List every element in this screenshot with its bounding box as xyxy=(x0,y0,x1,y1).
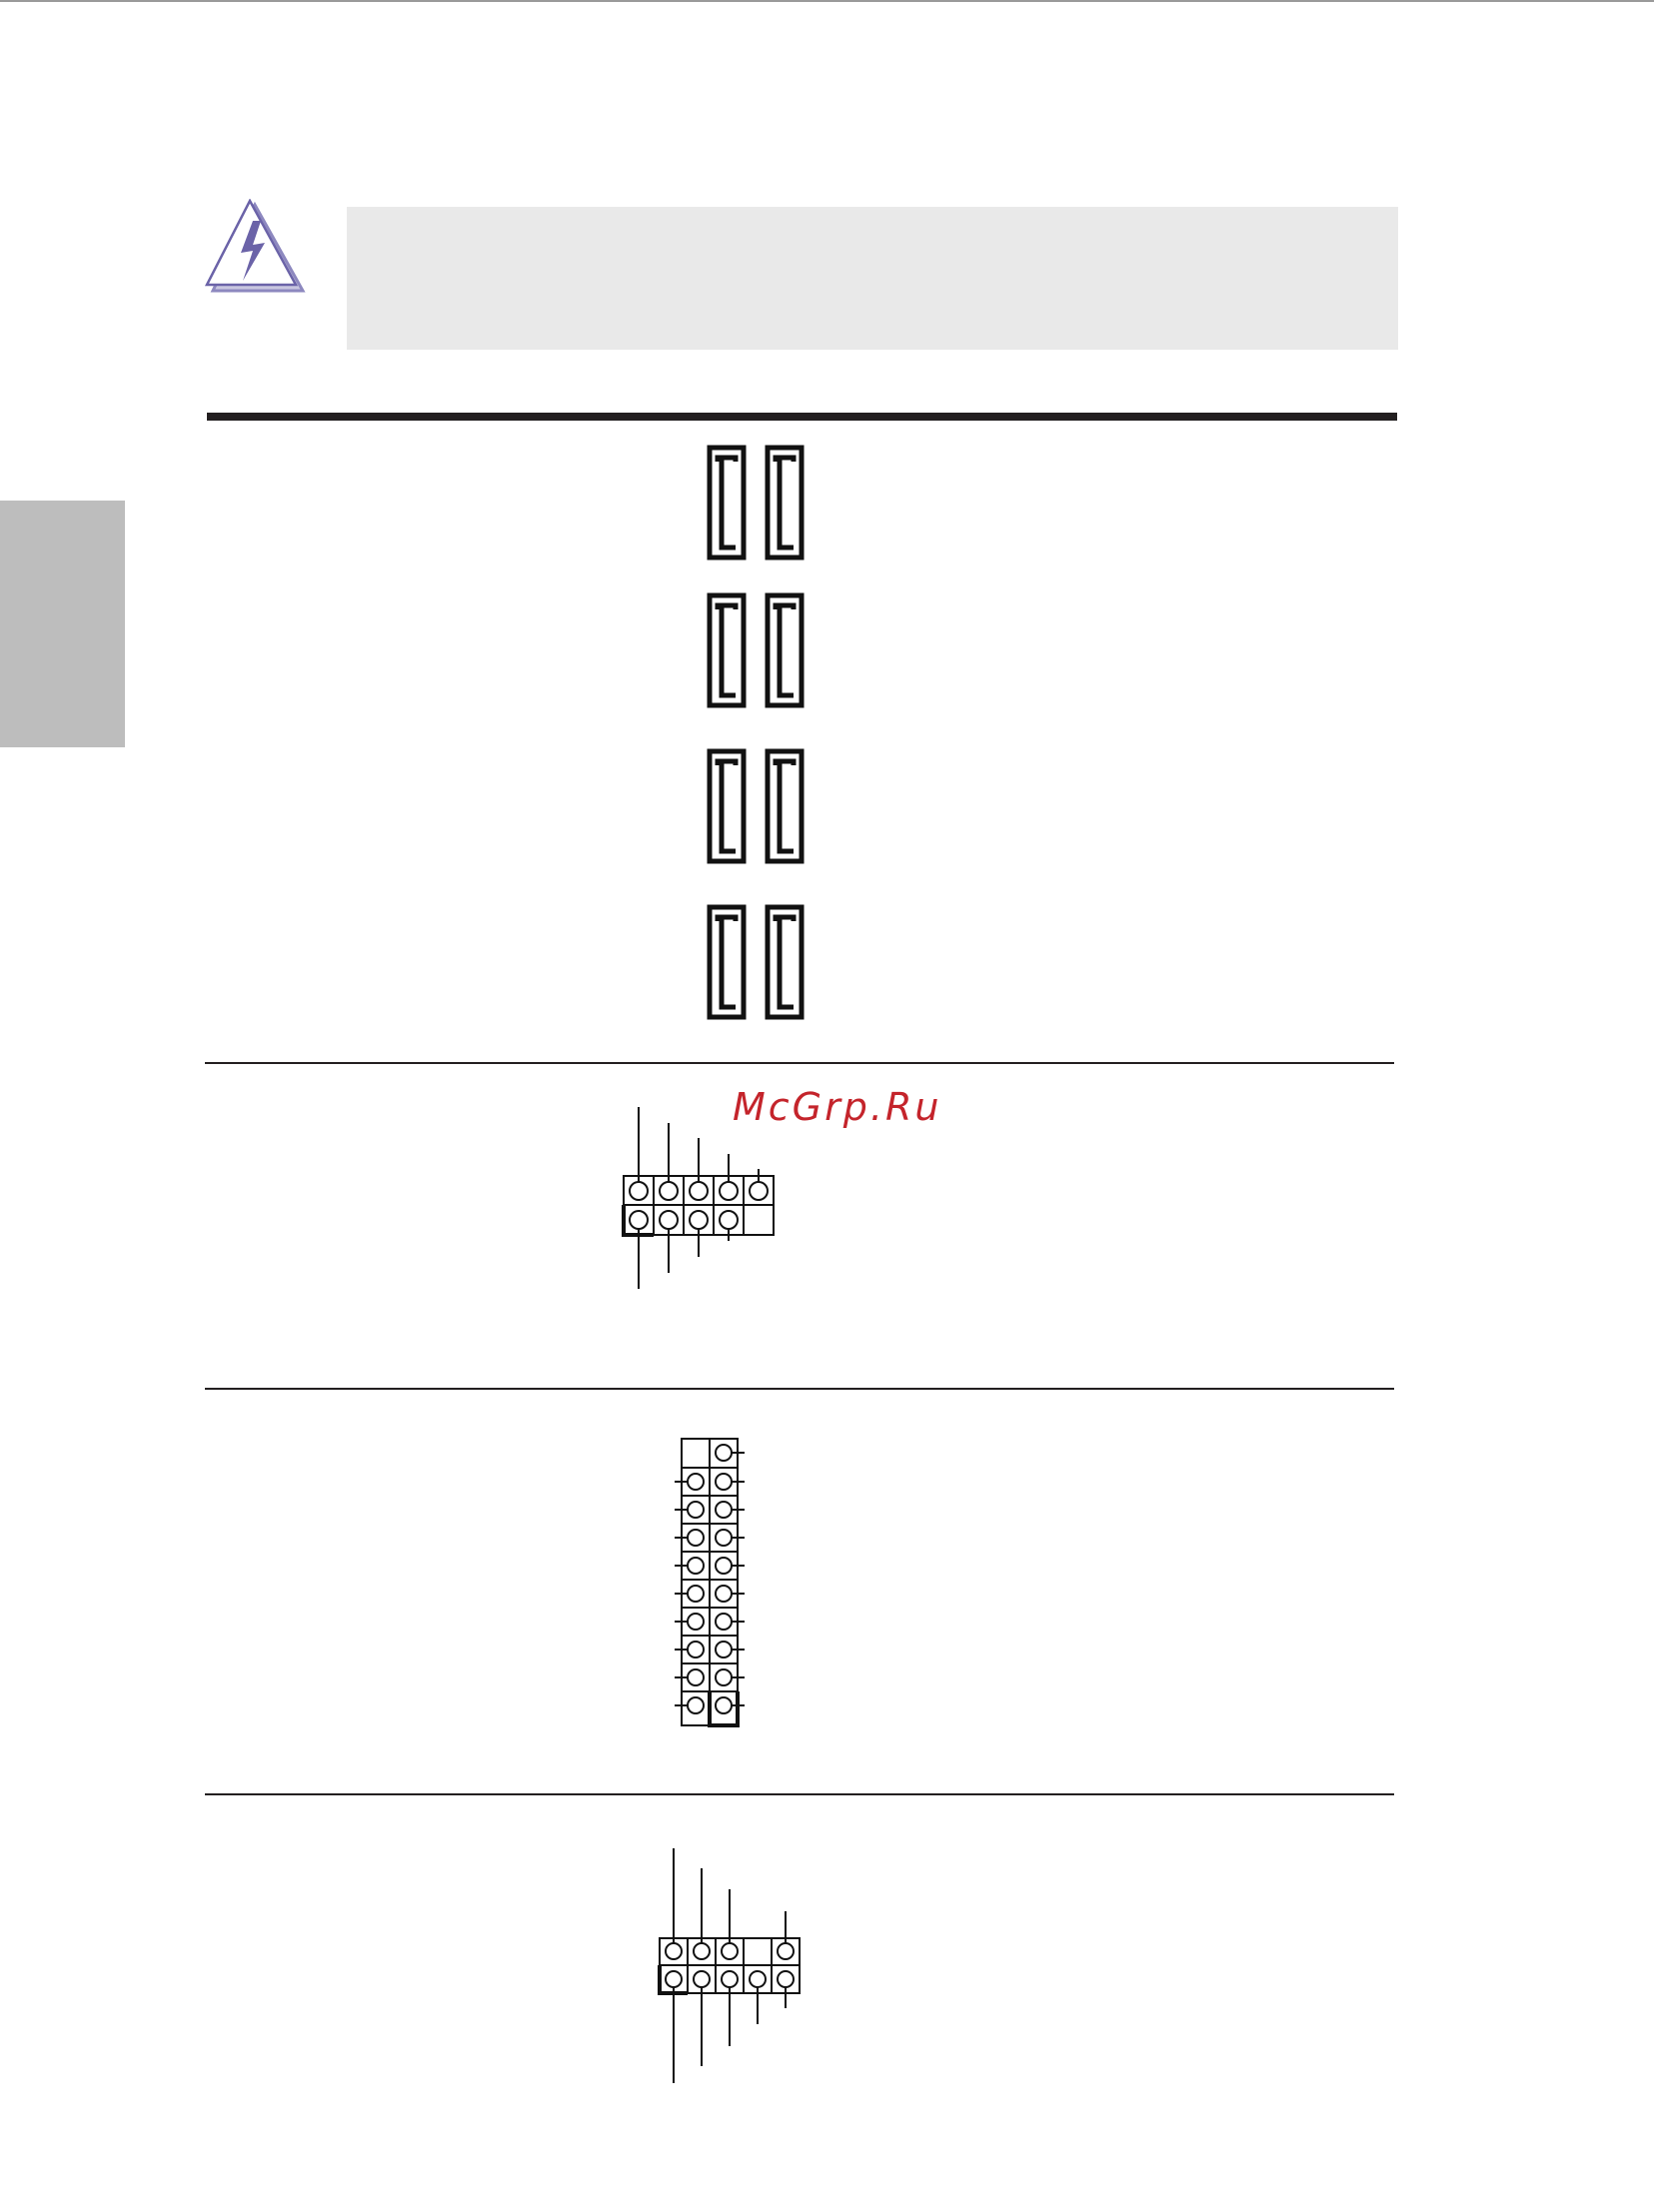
top-border-line xyxy=(0,0,1654,2)
header-2x5-diagram xyxy=(620,1099,780,1299)
chapter-side-tab xyxy=(0,501,125,747)
sata-connector-2 xyxy=(768,448,802,557)
section-divider-2 xyxy=(205,1388,1394,1390)
warning-icon xyxy=(203,199,307,299)
sata-connector-7 xyxy=(710,907,744,1017)
sata-connectors-diagram xyxy=(700,440,820,1029)
caution-box xyxy=(347,207,1398,350)
section-divider-3 xyxy=(205,1793,1394,1795)
sata-connector-1 xyxy=(710,448,744,557)
sata-connector-4 xyxy=(768,595,802,705)
header-2x10-diagram xyxy=(670,1434,750,1733)
sata-connector-8 xyxy=(768,907,802,1017)
watermark-text: McGrp.Ru xyxy=(733,1085,942,1129)
sata-connector-3 xyxy=(710,595,744,705)
sata-connector-6 xyxy=(768,751,802,861)
sata-connector-5 xyxy=(710,751,744,861)
header-2x5-audio-diagram xyxy=(650,1838,810,2098)
section-header-rule xyxy=(207,413,1397,421)
section-divider-1 xyxy=(205,1062,1394,1064)
